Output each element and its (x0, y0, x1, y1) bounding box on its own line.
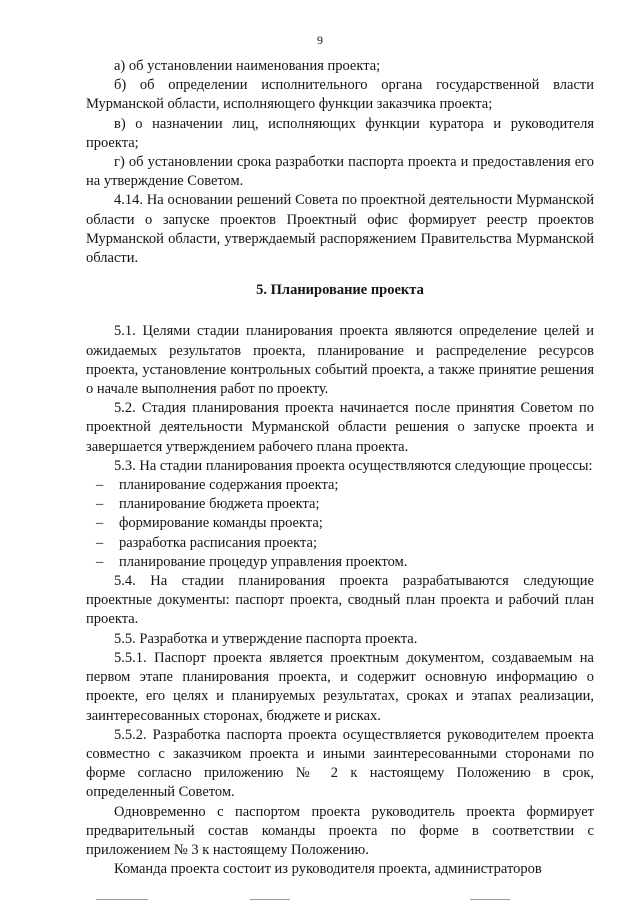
document-body (86, 57, 594, 879)
list-item-text: планирование бюджета проекта; (119, 496, 320, 513)
paragraph: 5.2. Стадия планирования проекта начинается после принятия Советом по проектной деятельности Мурманской области решения о запуске проекта и завершается утверждением рабочего плана проекта. (86, 400, 594, 455)
paragraph: 5.3. На стадии планирования проекта осуществляются следующие процессы: (114, 457, 593, 474)
list-item-text: разработка расписания проекта; (119, 534, 317, 551)
dash-bullet: – (96, 534, 104, 551)
paragraph: в) о назначении лиц, исполняющих функции куратора и руководителя проекта; (86, 115, 594, 151)
dash-bullet: – (96, 496, 104, 513)
list-item (86, 514, 594, 533)
paragraph: Одновременно с паспортом проекта руководитель проекта формирует предварительный состав команды проекта по форме в соответствии с приложением № 3 к настоящему Положению. (86, 803, 594, 858)
paragraph: 5.1. Целями стадии планирования проекта являются определение целей и ожидаемых результатов проекта, планирование и распределение ресурсов проекта, установление контрольных событий проекта, а также принятие решения о начале выполнения работ по проекту. (86, 323, 594, 398)
list-item-text: планирование содержания проекта; (119, 477, 339, 494)
paragraph: 5.5.1. Паспорт проекта является проектным документом, создаваемым на первом этапе планирования проекта, и содержит основную информацию о проекте, его целях и планируемых результатах, сроках и этапах реализации, заинтересованных сторонах, бюджете и рисках. (86, 649, 594, 724)
paragraph: 5.5. Разработка и утверждение паспорта проекта. (114, 630, 418, 647)
list-item (86, 476, 594, 495)
scan-artifact (250, 899, 290, 900)
paragraph: 4.14. На основании решений Совета по проектной деятельности Мурманской области о запуске проектов Проектный офис формирует реестр проектов Мурманской области, утверждаемый распоряжением Правительства Мурманской области. (86, 192, 594, 267)
paragraph: г) об установлении срока разработки паспорта проекта и предоставления его на утверждение Советом. (86, 154, 594, 190)
scan-artifact (470, 899, 510, 900)
scan-artifact (96, 899, 148, 900)
paragraph: б) об определении исполнительного органа государственной власти Мурманской области, исполняющего функции заказчика проекта; (86, 77, 594, 113)
list-item (86, 495, 594, 514)
page-number: 9 (317, 33, 323, 47)
process-list (86, 476, 594, 572)
paragraph: 5.4. На стадии планирования проекта разрабатываются следующие проектные документы: паспорт проекта, сводный план проекта и рабочий план проекта. (86, 573, 594, 628)
paragraph: Команда проекта состоит из руководителя проекта, администраторов (114, 861, 542, 878)
dash-bullet: – (96, 477, 104, 494)
list-item (86, 534, 594, 553)
list-item (86, 553, 594, 572)
paragraph: а) об установлении наименования проекта; (114, 58, 381, 74)
list-item-text: планирование процедур управления проектом. (119, 553, 408, 570)
paragraph: 5.5.2. Разработка паспорта проекта осуществляется руководителем проекта совместно с заказчиком проекта и иными заинтересованными сторонами по форме согласно приложению № 2 к настоящему Положению в срок, определенный Советом. (86, 726, 594, 801)
section-heading: 5. Планирование проекта (256, 282, 424, 299)
dash-bullet: – (96, 553, 104, 570)
list-item-text: формирование команды проекта; (119, 515, 323, 532)
dash-bullet: – (96, 515, 104, 532)
